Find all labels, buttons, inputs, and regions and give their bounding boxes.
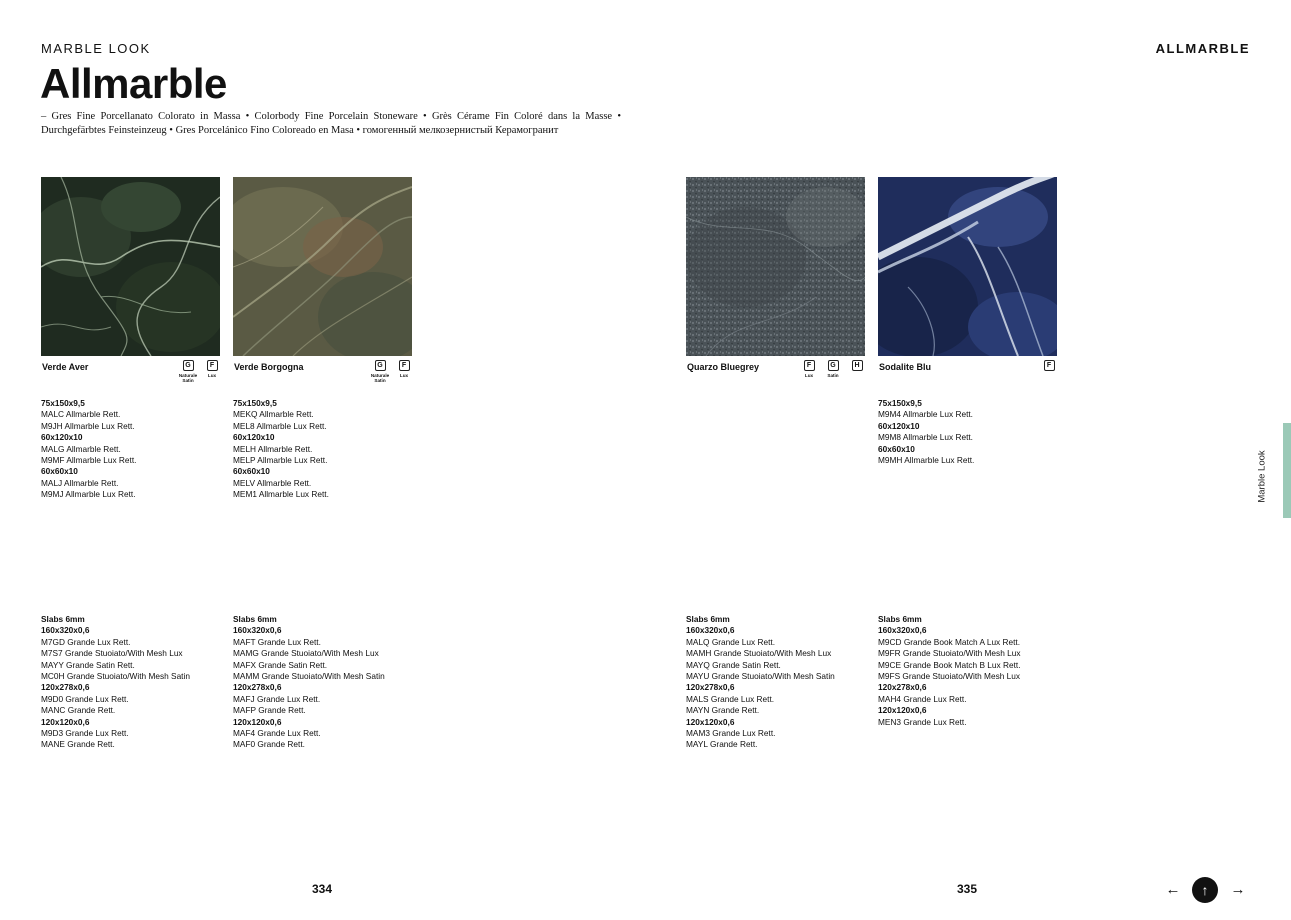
product-verde-borgogna: [233, 177, 413, 394]
verde-aver-codes: [41, 398, 211, 501]
product-code: MAF4 Grande Lux Rett.: [233, 728, 321, 739]
finish-badge-label: Satin: [827, 373, 839, 378]
arrow-right-icon[interactable]: →: [1230, 881, 1246, 898]
product-quarzo-bluegrey: [686, 177, 866, 394]
size-heading: 120x120x0,6: [686, 716, 735, 727]
product-code: MALG Allmarble Rett.: [41, 443, 121, 454]
size-heading: 160x320x0,6: [233, 625, 282, 636]
product-code: MAM3 Grande Lux Rett.: [686, 728, 776, 739]
size-heading: 120x120x0,6: [41, 716, 90, 727]
finish-badge: H: [852, 360, 863, 371]
quarzo-bluegrey-swatch-image[interactable]: [686, 177, 865, 356]
product-code: MAYU Grande Stuoiato/With Mesh Satin: [686, 671, 835, 682]
verde-borgogna-codes: [233, 398, 403, 501]
product-code: MAYL Grande Rett.: [686, 739, 758, 750]
product-code: MC0H Grande Stuoiato/With Mesh Satin: [41, 671, 190, 682]
size-heading: 120x278x0,6: [878, 682, 927, 693]
sodalite-blu-slabs: [878, 614, 1058, 728]
finish-badge-label: Naturale: [178, 373, 198, 378]
size-heading: 160x320x0,6: [41, 625, 90, 636]
product-code: MEL8 Allmarble Lux Rett.: [233, 420, 327, 431]
product-code: MAYN Grande Rett.: [686, 705, 760, 716]
section-tab-label: Marble Look: [1256, 450, 1268, 503]
product-code: MAMH Grande Stuoiato/With Mesh Lux: [686, 648, 832, 659]
finish-badge: G: [375, 360, 386, 371]
product-code: M9CE Grande Book Match B Lux Rett.: [878, 659, 1021, 670]
product-code: MEM1 Allmarble Lux Rett.: [233, 489, 329, 500]
verde-borgogna-swatch-image[interactable]: [233, 177, 412, 356]
size-heading: 75x150x9,5: [878, 398, 922, 408]
product-code: MALS Grande Lux Rett.: [686, 693, 775, 704]
product-code: M9M4 Allmarble Lux Rett.: [878, 409, 973, 420]
size-heading: 75x150x9,5: [233, 398, 277, 408]
product-code: M9JH Allmarble Lux Rett.: [41, 420, 135, 431]
product-verde-aver: [41, 177, 221, 394]
product-code: MELV Allmarble Rett.: [233, 477, 312, 488]
page-number-right: 335: [957, 882, 978, 896]
product-code: MALJ Allmarble Rett.: [41, 477, 119, 488]
quarzo-bluegrey-slabs: [686, 614, 866, 751]
product-name: Verde Aver: [42, 362, 89, 372]
size-heading: 120x120x0,6: [233, 716, 282, 727]
finish-badge: F: [207, 360, 218, 371]
product-code: M9MJ Allmarble Lux Rett.: [41, 489, 136, 500]
finish-badge-label: Satin: [182, 378, 194, 383]
product-code: M9FR Grande Stuoiato/With Mesh Lux: [878, 648, 1021, 659]
size-heading: 60x120x10: [41, 432, 83, 443]
sodalite-blu-swatch-image[interactable]: [878, 177, 1057, 356]
size-heading: 60x60x10: [233, 466, 270, 477]
page-number-left: 334: [312, 882, 333, 896]
product-code: MELH Allmarble Rett.: [233, 443, 313, 454]
finish-badge-label: Naturale: [370, 373, 390, 378]
product-code: MAMM Grande Stuoiato/With Mesh Satin: [233, 671, 385, 682]
size-heading: 75x150x9,5: [41, 398, 85, 408]
product-name: Quarzo Bluegrey: [687, 362, 760, 372]
size-heading: 60x60x10: [878, 443, 915, 454]
size-heading: 60x60x10: [41, 466, 78, 477]
product-sodalite-blu: [878, 177, 1058, 394]
product-code: M7S7 Grande Stuoiato/With Mesh Lux: [41, 648, 183, 659]
verde-aver-slabs: [41, 614, 221, 751]
section-kicker: MARBLE LOOK: [41, 41, 151, 56]
size-heading: 120x278x0,6: [233, 682, 282, 693]
product-code: M7GD Grande Lux Rett.: [41, 636, 131, 647]
arrow-up-icon[interactable]: ↑: [1192, 877, 1218, 903]
product-code: MELP Allmarble Lux Rett.: [233, 455, 328, 466]
product-code: M9MF Allmarble Lux Rett.: [41, 455, 137, 466]
sodalite-blu-codes: [878, 398, 1048, 466]
product-code: MEKQ Allmarble Rett.: [233, 409, 314, 420]
product-code: M9D0 Grande Lux Rett.: [41, 693, 129, 704]
product-code: M9M8 Allmarble Lux Rett.: [878, 432, 973, 443]
finish-badge-label: Lux: [207, 373, 217, 378]
product-code: MAFP Grande Rett.: [233, 705, 306, 716]
size-heading: 160x320x0,6: [686, 625, 735, 636]
finish-badge: G: [183, 360, 194, 371]
size-heading: Slabs 6mm: [41, 614, 85, 624]
size-heading: 60x120x10: [878, 420, 920, 431]
product-code: MALQ Grande Lux Rett.: [686, 636, 776, 647]
product-code: MAYQ Grande Satin Rett.: [686, 659, 781, 670]
section-tab[interactable]: [1283, 423, 1291, 518]
finish-badge: F: [804, 360, 815, 371]
page-subtitle: – Gres Fine Porcellanato Colorato in Massa • Colorbody Fine Porcelain Stoneware • Grès Cérame Fin Coloré dans la Masse • Durchgefärbtes Feinsteinzeug • Gres Porcelánico Fino Coloreado en Masa • гомогенный мелкозернистый Керамогранит: [41, 111, 621, 136]
size-heading: 160x320x0,6: [878, 625, 927, 636]
page-title: Allmarble: [40, 60, 227, 107]
product-name: Sodalite Blu: [879, 362, 932, 372]
product-code: MANE Grande Rett.: [41, 739, 115, 750]
finish-badge-label: Lux: [399, 373, 409, 378]
product-code: MAYY Grande Satin Rett.: [41, 659, 135, 670]
product-code: MAF0 Grande Rett.: [233, 739, 305, 750]
product-code: MAMG Grande Stuoiato/With Mesh Lux: [233, 648, 379, 659]
finish-badge: F: [1044, 360, 1055, 371]
product-code: MAFT Grande Lux Rett.: [233, 636, 321, 647]
product-code: M9D3 Grande Lux Rett.: [41, 728, 129, 739]
product-name: Verde Borgogna: [234, 362, 304, 372]
product-code: MAH4 Grande Lux Rett.: [878, 693, 967, 704]
product-code: MANC Grande Rett.: [41, 705, 116, 716]
size-heading: 120x278x0,6: [686, 682, 735, 693]
verde-borgogna-slabs: [233, 614, 413, 751]
product-code: MALC Allmarble Rett.: [41, 409, 121, 420]
size-heading: 60x120x10: [233, 432, 275, 443]
finish-badge-label: Lux: [804, 373, 814, 378]
product-code: MEN3 Grande Lux Rett.: [878, 716, 967, 727]
size-heading: Slabs 6mm: [686, 614, 730, 624]
size-heading: Slabs 6mm: [233, 614, 277, 624]
size-heading: Slabs 6mm: [878, 614, 922, 624]
product-code: M9CD Grande Book Match A Lux Rett.: [878, 636, 1021, 647]
product-code: M9MH Allmarble Lux Rett.: [878, 455, 975, 466]
collection-kicker: ALLMARBLE: [1155, 41, 1250, 56]
finish-badge: F: [399, 360, 410, 371]
finish-badge-label: Satin: [374, 378, 386, 383]
arrow-left-icon[interactable]: ←: [1165, 881, 1181, 898]
verde-aver-swatch-image[interactable]: [41, 177, 220, 356]
size-heading: 120x278x0,6: [41, 682, 90, 693]
product-code: M9FS Grande Stuoiato/With Mesh Lux: [878, 671, 1021, 682]
size-heading: 120x120x0,6: [878, 705, 927, 716]
product-code: MAFJ Grande Lux Rett.: [233, 693, 321, 704]
product-code: MAFX Grande Satin Rett.: [233, 659, 328, 670]
finish-badge: G: [828, 360, 839, 371]
